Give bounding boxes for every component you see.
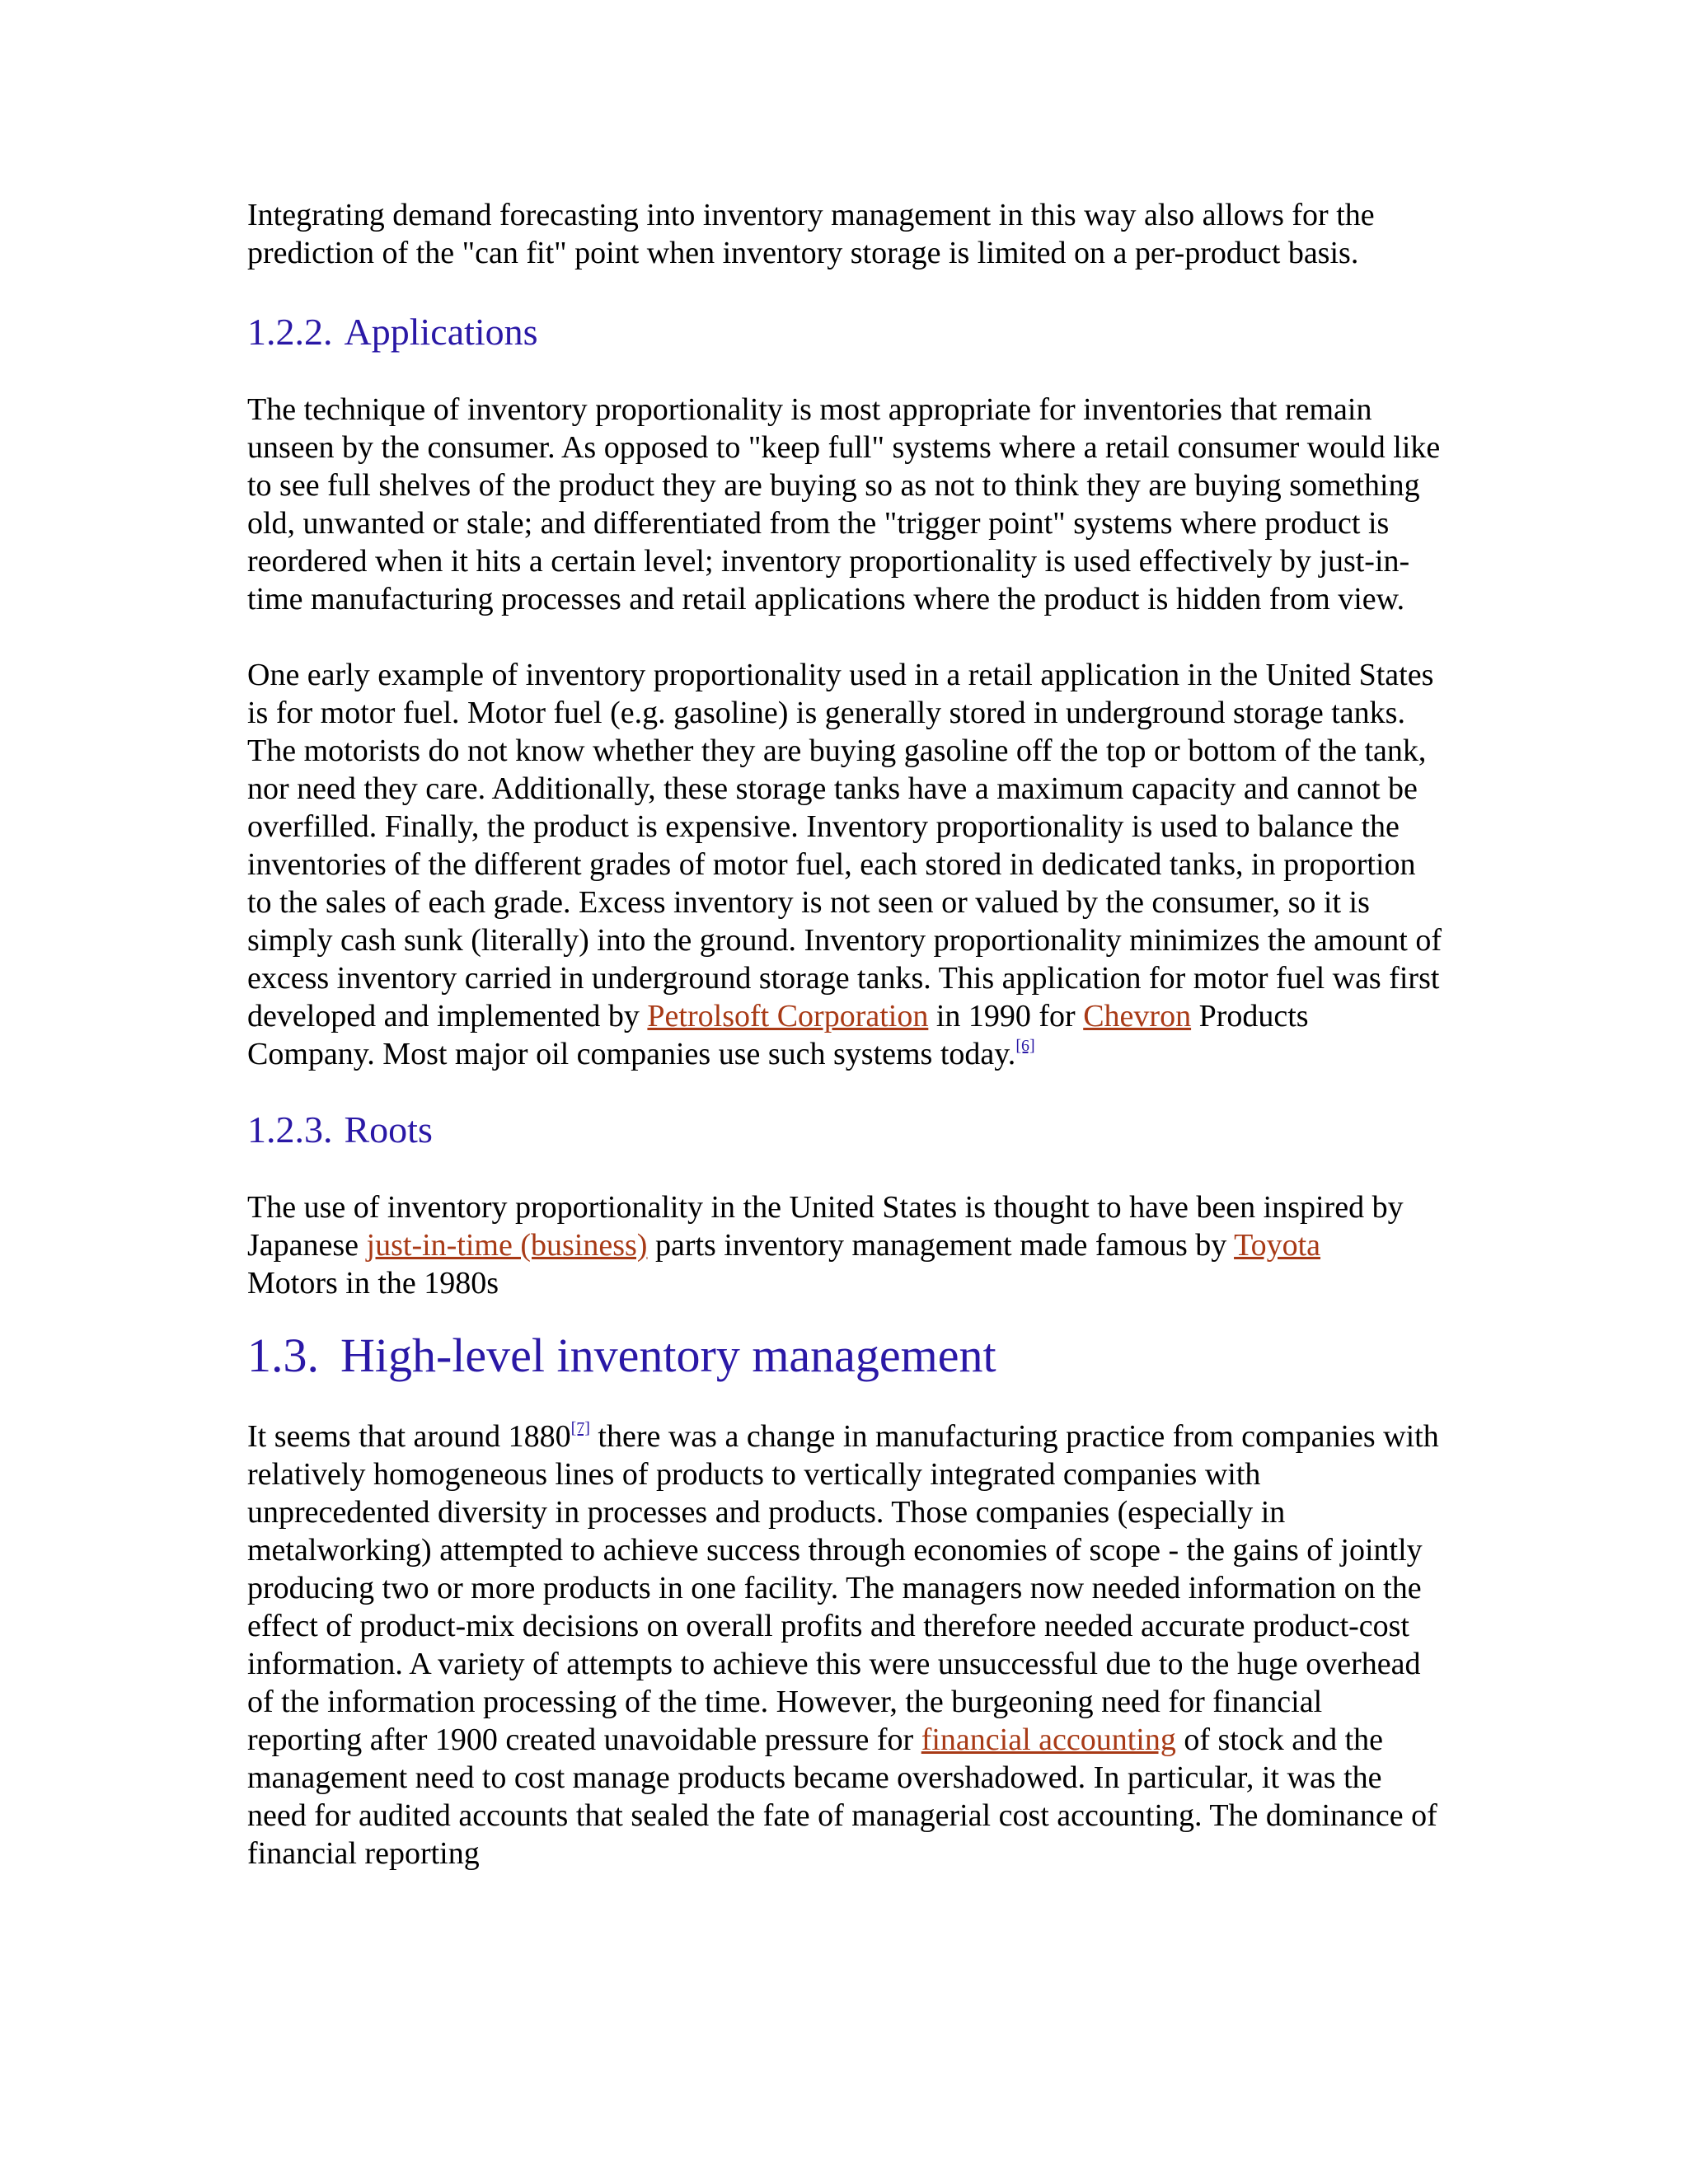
section-number: 1.2.3. — [247, 1108, 333, 1151]
section-heading-high-level-inventory-management — [247, 1327, 1442, 1385]
applications-paragraph-2 — [247, 656, 1442, 1073]
section-heading-roots — [247, 1108, 1442, 1152]
footnote-link-7[interactable]: [7] — [570, 1419, 590, 1437]
text-run: Motors in the 1980s — [247, 1266, 499, 1301]
link-just-in-time-business[interactable]: just-in-time (business) — [366, 1228, 648, 1263]
section-number: 1.2.2. — [247, 311, 333, 353]
section-title: High-level inventory management — [340, 1329, 996, 1382]
link-chevron[interactable]: Chevron — [1083, 999, 1192, 1033]
section-title: Roots — [344, 1108, 433, 1151]
link-petrolsoft-corporation[interactable]: Petrolsoft Corporation — [647, 999, 929, 1033]
text-run: in 1990 for — [928, 999, 1084, 1033]
applications-paragraph-1: The technique of inventory proportionality is most appropriate for inventories that remain unseen by the consumer. As opposed to "keep full" systems where a retail consumer would like to see full shelves of the product they are buying so as not to think they are buying something old, unwanted or stale; and differentiated from the "trigger point" systems where product is reordered when it hits a certain level; inventory proportionality is used effectively by just-in-time manufacturing processes and retail applications where the product is hidden from view. — [247, 392, 1441, 616]
text-run: of stock and the management need to cost manage products became overshadowed. In particular, it was the need for audited accounts that sealed the fate of managerial cost accounting. The dominance of financial reporting — [247, 1722, 1437, 1871]
document-page — [247, 196, 1442, 1872]
text-run: there was a change in manufacturing practice from companies with relatively homogeneous lines of products to vertically integrated companies with unprecedented diversity in processes and products. Those companies (especially in metalworking) attempted to achieve success through economies of scope - the gains of jointly producing two or more products in one facility. The managers now needed information on the effect of product-mix decisions on overall profits and therefore needed accurate product-cost information. A variety of attempts to achieve this were unsuccessful due to the huge overhead of the information processing of the time. However, the burgeoning need for financial reporting after 1900 created unavoidable pressure for — [247, 1419, 1439, 1757]
high-level-paragraph — [247, 1418, 1442, 1872]
link-financial-accounting[interactable]: financial accounting — [921, 1722, 1176, 1757]
section-heading-applications — [247, 310, 1442, 354]
intro-paragraph: Integrating demand forecasting into inventory management in this way also allows for the prediction of the "can fit" point when inventory storage is limited on a per-product basis. — [247, 198, 1375, 270]
text-run: Products Company. Most major oil companies use such systems today. — [247, 999, 1309, 1071]
text-run: parts inventory management made famous by — [647, 1228, 1235, 1263]
section-number: 1.3. — [247, 1329, 319, 1382]
link-toyota[interactable]: Toyota — [1234, 1228, 1321, 1263]
section-title: Applications — [344, 311, 538, 353]
text-run: It seems that around 1880 — [247, 1419, 571, 1454]
text-run: The use of inventory proportionality in the United States is thought to have been inspired by Japanese — [247, 1190, 1404, 1263]
roots-paragraph — [247, 1188, 1442, 1302]
text-run: One early example of inventory proportionality used in a retail application in the United States is for motor fuel. Motor fuel (e.g. gasoline) is generally stored in underground storage tanks. The motorists do not know whether they are buying gasoline off the top or bottom of the tank, nor need they care. Additionally, these storage tanks have a maximum capacity and cannot be overfilled. Finally, the product is expensive. Inventory proportionality is used to balance the inventories of the different grades of motor fuel, each stored in dedicated tanks, in proportion to the sales of each grade. Excess inventory is not seen or valued by the consumer, so it is simply cash sunk (literally) into the ground. Inventory proportionality minimizes the amount of excess inventory carried in underground storage tanks. This application for motor fuel was first developed and implemented by — [247, 658, 1442, 1033]
footnote-link-6[interactable]: [6] — [1015, 1037, 1035, 1055]
footnote-ref-6 — [1015, 1037, 1034, 1055]
footnote-ref-7 — [571, 1419, 590, 1437]
